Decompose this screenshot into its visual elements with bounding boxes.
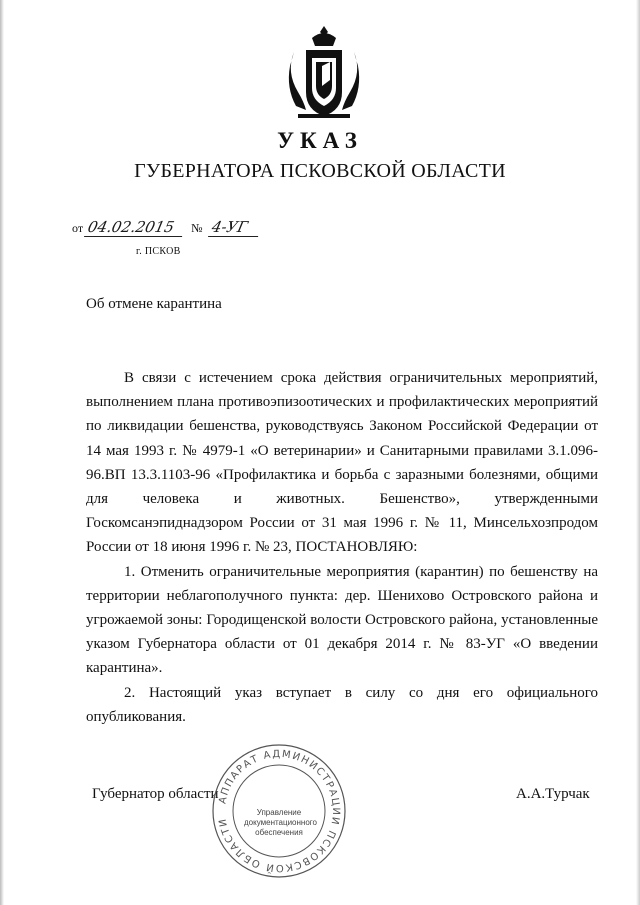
city-label: г. ПСКОВ: [136, 246, 181, 257]
document-subtitle: ГУБЕРНАТОРА ПСКОВСКОЙ ОБЛАСТИ: [134, 160, 506, 182]
document-title: УКАЗ: [277, 128, 363, 153]
document-subject: Об отмене карантина: [86, 296, 222, 312]
date-number-line: [72, 218, 260, 237]
signatory-position: Губернатор области: [92, 786, 219, 802]
pskov-coat-of-arms-icon: [284, 22, 364, 122]
signatory-name: А.А.Турчак: [516, 786, 590, 802]
document-body: [86, 366, 598, 729]
paragraph-preamble: В связи с истечением срока действия ограничительных мероприятий, выполнением плана противоэпизоотических и профилактических мероприятий по ликвидации бешенства, руководствуясь Законом Российской Федерации от 14 мая 1993 г. № 4979-1 «О ветеринарии» и Санитарными правилами 3.1.096-96.ВП 13.3.1103-96 «Профилактика и борьба с заразными болезнями, общими для человека и животных. Бешенство», утвержденными Госкомсанэпиднадзором России от 31 мая 1996 г. № 11, Минсельхозпродом России от 18 июня 1996 г. № 23, ПОСТАНОВЛЯЮ:: [86, 370, 598, 556]
stamp-line-3: обеспечения: [255, 828, 303, 837]
paragraph-item-2: 2. Настоящий указ вступает в силу со дня его официального опубликования.: [86, 684, 598, 725]
stamp-line-2: документационного: [244, 818, 317, 827]
handwritten-date: 04.02.2015: [84, 218, 186, 237]
handwritten-number: 4-УГ: [208, 218, 262, 237]
svg-text:АППАРАТ АДМИНИСТРАЦИИ ПСКОВСКО: АППАРАТ АДМИНИСТРАЦИИ ПСКОВСКОЙ ОБЛАСТИ: [217, 748, 342, 874]
number-label: №: [191, 221, 203, 235]
stamp-inner-text: [244, 808, 317, 838]
date-prefix: от: [72, 221, 84, 235]
paragraph-item-1: 1. Отменить ограничительные мероприятия (карантин) по бешенству на территории неблагополучного пункта: дер. Шенихово Островского района и угрожаемой зоны: Городищенской волости Островского района, установленные указом Губернатора области от 01 декабря 2014 г. № 83-УГ «О введении карантина».: [86, 563, 598, 677]
stamp-line-1: Управление: [256, 808, 302, 817]
